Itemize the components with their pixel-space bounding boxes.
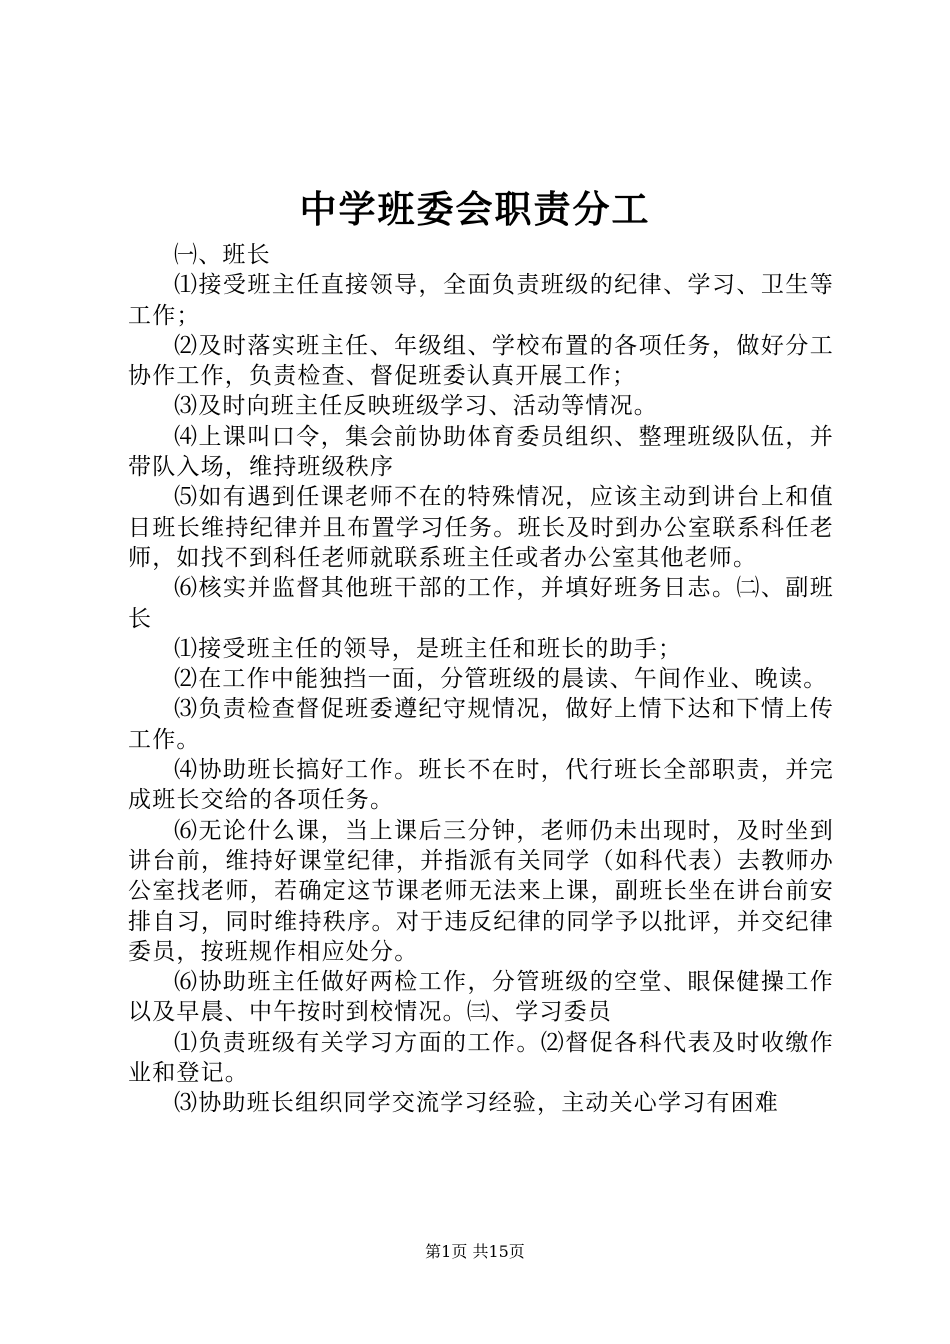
paragraph: ⑷上课叫口令，集会前协助体育委员组织、整理班级队伍，并带队入场，维持班级秩序 bbox=[128, 423, 834, 481]
paragraph: ⑹协助班主任做好两检工作，分管班级的空堂、眼保健操工作以及早晨、中午按时到校情况。㈢、学习委员 bbox=[128, 969, 834, 1026]
page-title: 中学班委会职责分工 bbox=[299, 187, 651, 231]
paragraph: ⑷协助班长搞好工作。班长不在时，代行班长全部职责，并完成班长交给的各项任务。 bbox=[128, 757, 834, 814]
paragraph: ⑴接受班主任直接领导，全面负责班级的纪律、学习、卫生等工作； bbox=[128, 272, 834, 329]
paragraph: ⑵及时落实班主任、年级组、学校布置的各项任务，做好分工协作工作，负责检查、督促班委认真开展工作； bbox=[128, 332, 834, 390]
paragraph: ⑶负责检查督促班委遵纪守规情况，做好上情下达和下情上传工作。 bbox=[128, 696, 834, 753]
paragraph: ⑶及时向班主任反映班级学习、活动等情况。 bbox=[174, 393, 658, 420]
paragraph: ⑹核实并监督其他班干部的工作，并填好班务日志。㈡、副班长 bbox=[128, 575, 834, 632]
paragraph: ⑴负责班级有关学习方面的工作。⑵督促各科代表及时收缴作业和登记。 bbox=[128, 1029, 834, 1087]
paragraph: ⑹无论什么课，当上课后三分钟，老师仍未出现时，及时坐到讲台前，维持好课堂纪律，并指派有关同学（如科代表）去教师办公室找老师，若确定这节课老师无法来上课，副班长坐在讲台前安排自习，同时维持秩序。对于违反纪律的同学予以批评，并交纪律委员，按班规作相应处分。 bbox=[128, 817, 834, 965]
paragraph: ⑶协助班长组织同学交流学习经验，主动关心学习有困难 bbox=[174, 1090, 779, 1117]
paragraph: ⑵在工作中能独挡一面，分管班级的晨读、午间作业、晚读。 bbox=[174, 666, 828, 693]
paragraph: ㈠、班长 bbox=[174, 242, 271, 268]
document-body bbox=[128, 240, 834, 1119]
page-number: 第1页 共15页 bbox=[425, 1242, 525, 1261]
paragraph: ⑴接受班主任的领导，是班主任和班长的助手； bbox=[174, 635, 683, 662]
paragraph: ⑸如有遇到任课老师不在的特殊情况，应该主动到讲台上和值日班长维持纪律并且布置学习任务。班长及时到办公室联系科任老师，如找不到科任老师就联系班主任或者办公室其他老师。 bbox=[128, 484, 834, 571]
